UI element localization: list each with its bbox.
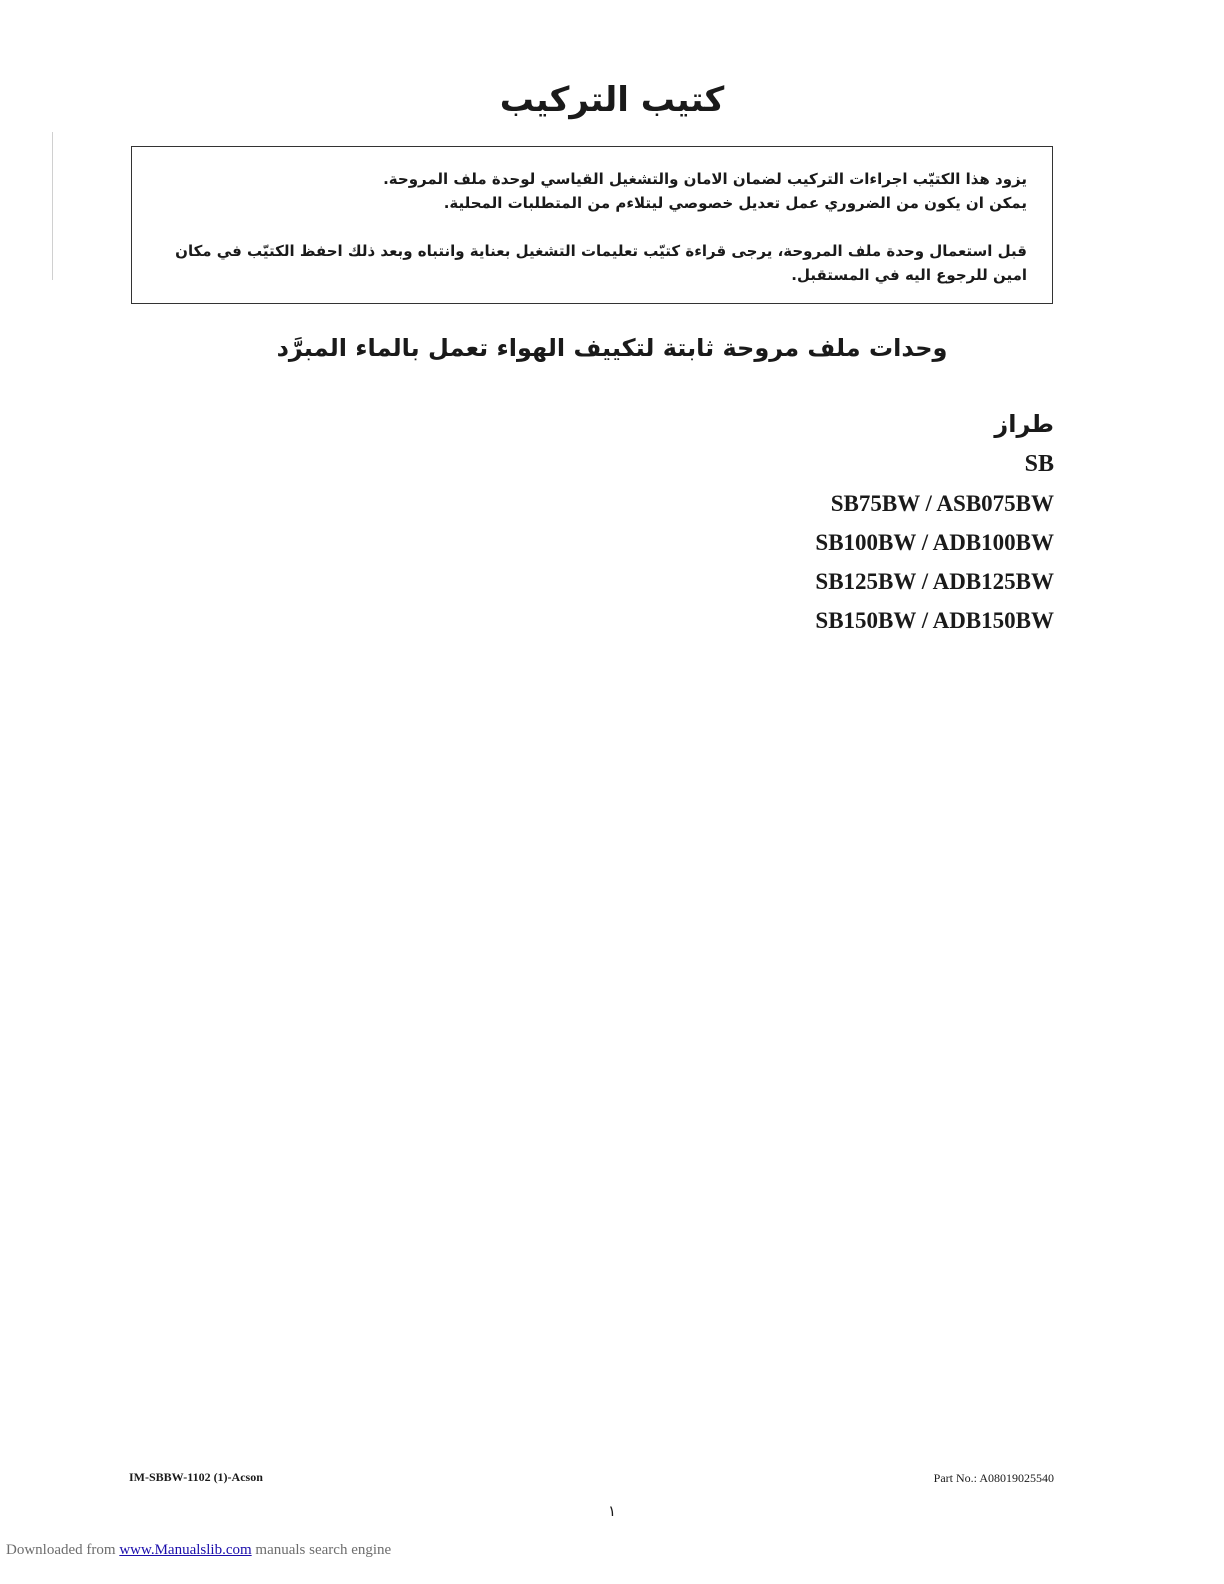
notice-line-1: يزود هذا الكتيّب اجراءات التركيب لضمان الامان والتشغيل القياسي لوحدة ملف المروحة. [383,170,1027,188]
page-number: ١ [607,1502,617,1520]
model-item: SB125BW / ADB125BW [815,569,1054,594]
notice-line-3: قبل استعمال وحدة ملف المروحة، يرجى قراءة كتيّب تعليمات التشغيل بعناية وانتباه وبعد ذلك احفظ الكتيّب في مكان امين للرجوع اليه في المستقبل. [175,242,1027,284]
notice-spacer [157,215,1027,239]
model-series: SB [1024,451,1054,477]
model-item: SB75BW / ASB075BW [830,491,1054,516]
model-item: SB150BW / ADB150BW [815,608,1054,633]
document-title: كتيب التركيب [499,80,725,120]
document-subtitle: وحدات ملف مروحة ثابتة لتكييف الهواء تعمل بالماء المبرَّد [276,334,948,362]
download-banner [6,1542,391,1559]
manualslib-link[interactable]: www.Manualslib.com [119,1542,252,1558]
model-list [815,404,1054,640]
part-number: Part No.: A08019025540 [933,1471,1054,1485]
margin-line [52,132,53,280]
notice-box [131,146,1053,304]
model-label: طراز [994,410,1054,438]
notice-line-2: يمكن ان يكون من الضروري عمل تعديل خصوصي ليتلاءم من المتطلبات المحلية. [443,194,1027,212]
download-suffix: manuals search engine [255,1542,392,1558]
download-prefix: Downloaded from [6,1542,116,1558]
document-code: IM-SBBW-1102 (1)-Acson [129,1470,263,1484]
model-item: SB100BW / ADB100BW [815,530,1054,555]
